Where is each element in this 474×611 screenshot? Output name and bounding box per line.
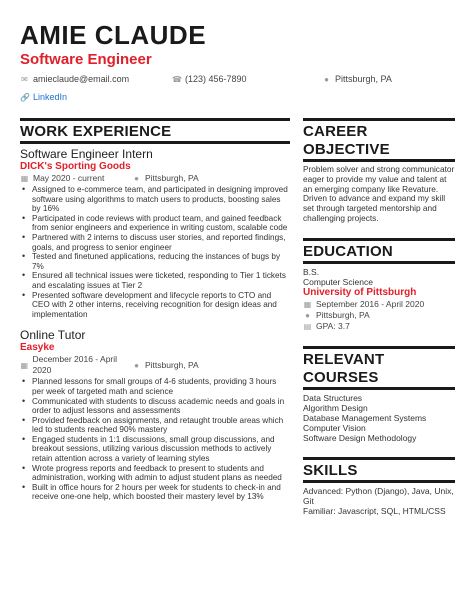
- section-divider: [20, 141, 290, 144]
- list-item: Computer Vision: [303, 422, 366, 433]
- left-column: [20, 118, 290, 502]
- job-dates: December 2016 - April 2020: [32, 354, 118, 376]
- list-item: • Ensured all technical issues were ticketed, responding to Tier 1 tickets and escalating issues at Tier 2: [20, 271, 290, 290]
- work-experience-heading-text: WORK EXPERIENCE: [20, 123, 172, 140]
- job-entry: [20, 328, 290, 502]
- education-heading: [303, 238, 455, 261]
- linkedin-link[interactable]: LinkedIn: [33, 92, 68, 102]
- section-divider: [303, 480, 455, 483]
- job-location: Pittsburgh, PA: [145, 173, 199, 183]
- email-text: amieclaude@email.com: [33, 74, 130, 84]
- field-of-study: Computer Science: [303, 276, 373, 287]
- job-title: Online Tutor: [20, 328, 86, 343]
- school-name: University of Pittsburgh: [303, 286, 417, 298]
- skills-advanced: Advanced: Python (Django), Java, Unix, Git: [303, 485, 454, 506]
- link-icon: 🔗: [20, 92, 30, 102]
- phone-text: (123) 456-7890: [185, 74, 247, 84]
- list-item: • Presented software development and lifecycle reports to CTO and CEO with 2 other interns, receiving recognition for design ideas and implementation: [20, 291, 290, 320]
- list-item: Algorithm Design: [303, 402, 368, 413]
- job-dates: May 2020 - current: [33, 173, 105, 183]
- list-item: • Wrote progress reports and feedback to present to students and administration, working with admin to adjust student plans as needed: [20, 464, 290, 483]
- education-heading-text: EDUCATION: [303, 242, 393, 260]
- contact-row: [20, 72, 454, 86]
- objective-text: Problem solver and strong communicator eager to provide my value and talent at an emerging company like Revature. Driven to advance and expand my skill set through targeted mentorship and challenging projects.: [303, 164, 455, 223]
- job-bullets: [20, 185, 290, 319]
- linkedin-item[interactable]: [20, 92, 67, 102]
- location-pin-icon: ●: [134, 174, 139, 183]
- career-objective-heading-text: CAREER OBJECTIVE: [303, 123, 390, 158]
- work-experience-heading: [20, 118, 290, 141]
- degree: B.S.: [303, 266, 320, 277]
- list-item: • Engaged students in 1:1 discussions, small group discussions, and breakout sessions, utilizing various discussion methods to actively retain attention across a variety of learning styles: [20, 435, 290, 464]
- job-location: Pittsburgh, PA: [145, 359, 199, 370]
- job-meta: [20, 173, 290, 184]
- education-location: Pittsburgh, PA: [316, 309, 370, 320]
- envelope-icon: ✉: [21, 74, 28, 84]
- location-item: [322, 74, 392, 84]
- email-item: [20, 74, 172, 84]
- list-item: • Partnered with 2 interns to discuss user stories, and reported findings, goals, and progress to senior engineer: [20, 233, 290, 252]
- phone-item: [172, 74, 322, 84]
- resume-header: [20, 20, 454, 104]
- list-item: • Provided feedback on assignments, and retaught trouble areas which led to students reached 90% mastery: [20, 416, 290, 435]
- relevant-courses-heading-text: RELEVANT COURSES: [303, 350, 385, 386]
- list-item: • Communicated with students to discuss academic needs and goals in order to adjust lessons and assessments: [20, 397, 290, 416]
- list-item: • Planned lessons for small groups of 4-6 students, providing 3 hours per week of targeted math and science: [20, 377, 290, 396]
- linkedin-row: [20, 90, 454, 104]
- education-location-row: [303, 310, 455, 321]
- list-item: Data Structures: [303, 392, 363, 403]
- calendar-icon: ▦: [20, 360, 29, 370]
- location-pin-icon: ●: [134, 360, 139, 370]
- job-meta: [20, 354, 290, 376]
- gpa-text: GPA: 3.7: [316, 320, 350, 331]
- education-dates-row: [303, 299, 455, 310]
- list-item: Database Management Systems: [303, 412, 427, 423]
- phone-icon: ☎: [172, 74, 182, 84]
- list-item: • Participated in code reviews with product team, and gained feedback from senior engineers and experience in writing custom, scalable code: [20, 214, 290, 233]
- candidate-title: Software Engineer: [20, 51, 152, 68]
- list-item: Software Design Methodology: [303, 432, 417, 443]
- location-pin-icon: ●: [324, 74, 329, 84]
- candidate-name: AMIE CLAUDE: [20, 20, 207, 50]
- chart-icon: ▤: [303, 321, 312, 331]
- skills-heading: [303, 457, 455, 480]
- skills-familiar: Familiar: Javascript, SQL, HTML/CSS: [303, 505, 446, 516]
- list-item: • Built in office hours for 2 hours per week for students to check-in and receive one-one help, which boosted their mastery level by 13%: [20, 483, 290, 502]
- education-dates: September 2016 - April 2020: [316, 298, 425, 309]
- skills-heading-text: SKILLS: [303, 461, 358, 479]
- location-pin-icon: ●: [305, 310, 310, 320]
- location-text: Pittsburgh, PA: [335, 74, 392, 84]
- right-column: [303, 118, 455, 516]
- job-entry: [20, 147, 290, 319]
- calendar-icon: ▦: [20, 174, 29, 183]
- section-divider: [303, 261, 455, 264]
- job-bullets: [20, 377, 290, 502]
- company-name: Easyke: [20, 342, 55, 354]
- list-item: • Tested and finetuned applications, reducing the instances of bugs by 7%: [20, 252, 290, 271]
- section-divider: [303, 387, 455, 390]
- section-divider: [303, 159, 455, 162]
- gpa-row: [303, 321, 455, 332]
- company-name: DICK's Sporting Goods: [20, 161, 131, 172]
- relevant-courses-heading: [303, 346, 455, 387]
- calendar-icon: ▦: [303, 299, 312, 309]
- job-title: Software Engineer Intern: [20, 147, 153, 161]
- career-objective-heading: [303, 118, 455, 159]
- list-item: • Assigned to e-commerce team, and participated in designing improved software using algorithms to match users to products, boosting sales by 16%: [20, 185, 290, 214]
